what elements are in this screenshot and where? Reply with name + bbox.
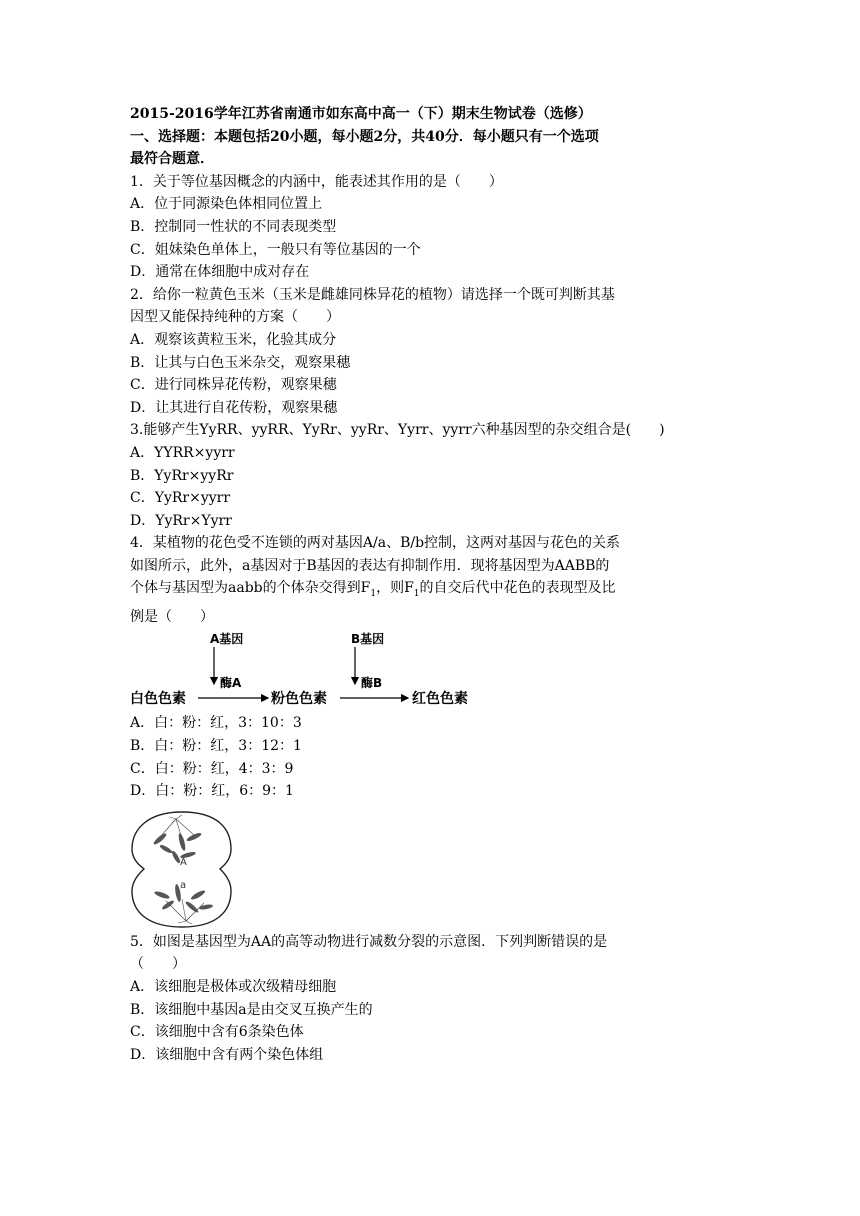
q4-option-d: D．白：粉：红，6：9：1	[130, 783, 294, 800]
q4-stem-line-4: 例是（ ）	[130, 608, 214, 625]
q2-stem-line-1: 2．给你一粒黄色玉米（玉米是雌雄同株异花的植物）请选择一个既可判断其基	[130, 286, 615, 303]
q4-stem-part-1: 个体与基因型为aabb的个体杂交得到F	[130, 580, 371, 597]
q2-stem-line-2: 因型又能保持纯种的方案（ ）	[130, 309, 340, 326]
q1-option-d: D．通常在体细胞中成对存在	[130, 264, 310, 281]
q4-option-c: C．白：粉：红，4：3：9	[130, 760, 294, 777]
exam-title: 2015-2016学年江苏省南通市如东高中高一（下）期末生物试卷（选修）	[130, 106, 592, 122]
q4-option-b: B．白：粉：红，3：12：1	[130, 738, 302, 755]
q2-option-b: B．让其与白色玉米杂交，观察果穗	[130, 354, 351, 371]
enzyme-b-label: 酶B	[361, 676, 383, 691]
q4-stem-line-2: 如图所示，此外，a基因对于B基因的表达有抑制作用．现将基因型为AABB的	[130, 557, 610, 574]
enzyme-a-label: 酶A	[220, 676, 242, 691]
q1-option-b: B．控制同一性状的不同表现类型	[130, 218, 337, 235]
section-heading-line-1: 一、选择题：本题包括20小题，每小题2分，共40分．每小题只有一个选项	[130, 128, 599, 145]
q2-option-d: D．让其进行自花传粉，观察果穗	[130, 399, 338, 416]
meiosis-cell-figure	[130, 809, 234, 929]
q5-option-c: C．该细胞中含有6条染色体	[130, 1024, 304, 1041]
q1-option-c: C．姐妹染色单体上，一般只有等位基因的一个	[130, 241, 421, 258]
gene-b-label: B基因	[351, 632, 385, 647]
q4-stem-line-3	[130, 577, 740, 605]
q3-stem: 3.能够产生YyRR、yyRR、YyRr、yyRr、Yyrr、yyrr六种基因型的杂交组合是( )	[130, 422, 665, 439]
white-pigment-label: 白色色素	[130, 691, 186, 708]
q3-option-b: B．YyRr×yyRr	[130, 467, 234, 484]
red-pigment-label: 红色色素	[412, 691, 468, 708]
section-heading-line-2: 最符合题意．	[130, 151, 214, 168]
q4-stem-line-1: 4．某植物的花色受不连锁的两对基因A/a、B/b控制，这两对基因与花色的关系	[130, 535, 621, 552]
q5-option-a: A．该细胞是极体或次级精母细胞	[130, 979, 337, 996]
dividing-cell-drawing	[130, 809, 234, 929]
q1-stem: 1．关于等位基因概念的内涵中，能表述其作用的是（ ）	[130, 173, 503, 190]
subscript-1: 1	[413, 589, 420, 600]
q5-option-d: D．该细胞中含有两个染色体组	[130, 1046, 324, 1063]
q5-stem-line-2: （ ）	[130, 956, 186, 973]
q4-stem-part-3: 的自交后代中花色的表现型及比	[419, 580, 616, 597]
subscript-1: 1	[370, 589, 377, 600]
q3-option-c: C．YyRr×yyrr	[130, 490, 231, 507]
q3-option-a: A．YYRR×yyrr	[130, 444, 235, 461]
q5-option-b: B．该细胞中基因a是由交叉互换产生的	[130, 1001, 373, 1018]
gene-a-label: a	[180, 879, 187, 891]
gene-a-label: A基因	[210, 632, 244, 647]
pink-pigment-label: 粉色色素	[271, 691, 327, 708]
exam-page	[130, 103, 740, 1066]
gene-A-label: A	[180, 856, 187, 868]
q5-stem-line-1: 5．如图是基因型为AA的高等动物进行减数分裂的示意图．下列判断错误的是	[130, 933, 608, 950]
q1-option-a: A．位于同源染色体相同位置上	[130, 196, 323, 213]
q2-option-a: A．观察该黄粒玉米，化验其成分	[130, 331, 337, 348]
q4-stem-part-2: ，则F	[376, 580, 414, 597]
q3-option-d: D．YyRr×Yyrr	[130, 512, 232, 529]
pigment-pathway-diagram	[130, 630, 490, 712]
q2-option-c: C．进行同株异花传粉，观察果穗	[130, 377, 337, 394]
q4-option-a: A．白：粉：红，3：10：3	[130, 715, 302, 732]
